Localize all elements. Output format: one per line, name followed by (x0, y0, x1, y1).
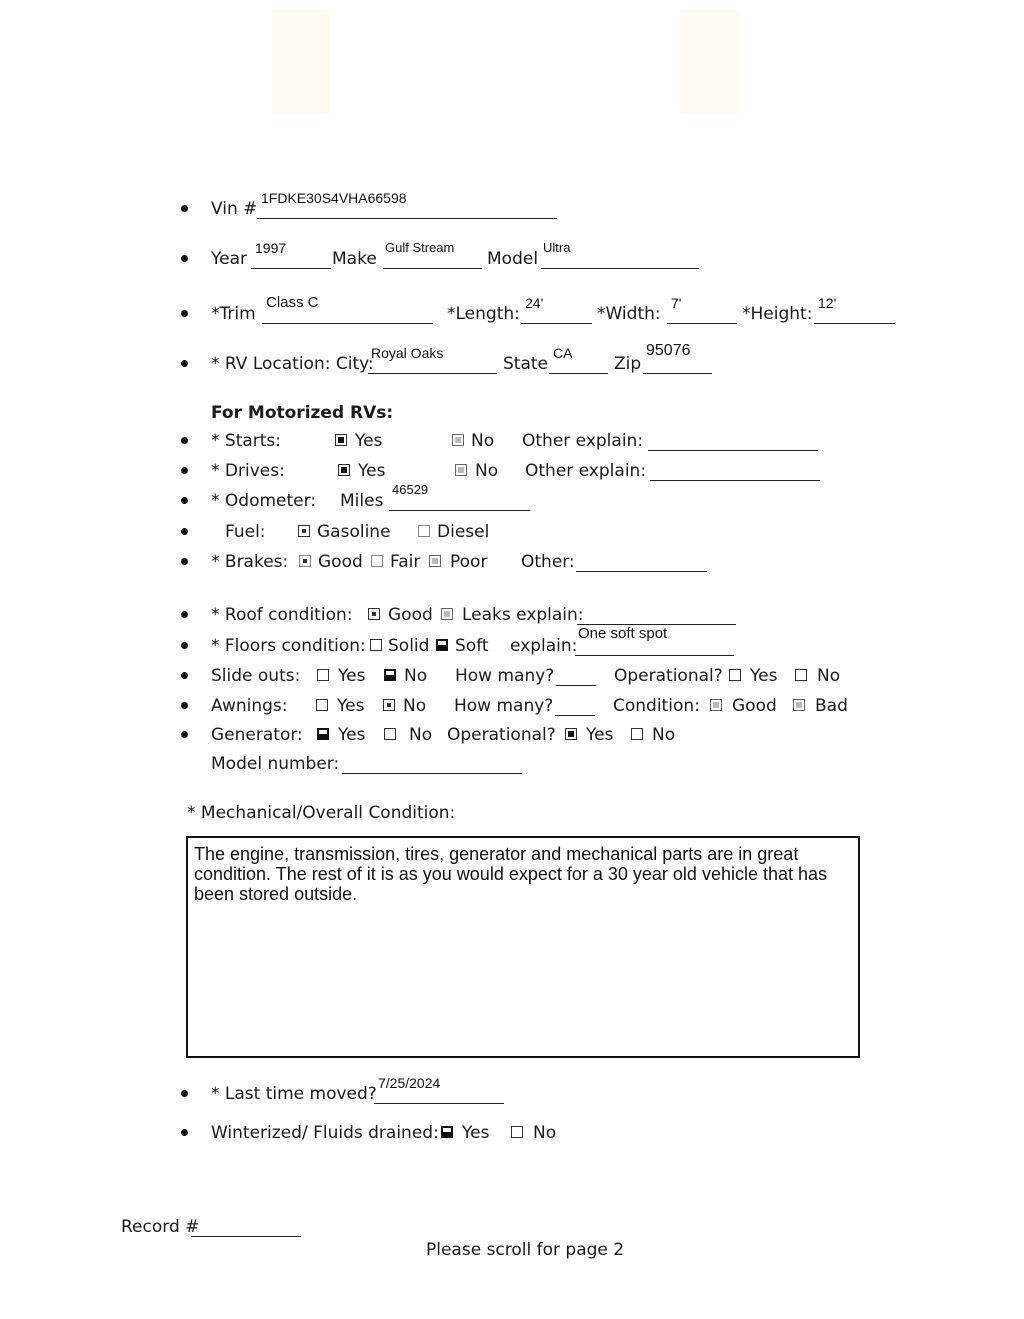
bullet (181, 642, 188, 649)
awnings-yes-checkbox[interactable] (316, 699, 328, 711)
record-field[interactable] (191, 1218, 301, 1237)
fuel-diesel-label: Diesel (437, 522, 490, 542)
floors-explain-label: explain: (510, 636, 578, 656)
slideouts-label: Slide outs: (211, 666, 301, 686)
odometer-label: * Odometer: (211, 491, 317, 511)
roof-label: * Roof condition: (211, 605, 353, 625)
winterized-no-checkbox[interactable] (511, 1126, 523, 1138)
winterized-yes-label: Yes (462, 1123, 490, 1143)
last-moved-field[interactable] (374, 1075, 504, 1104)
mechanical-condition-textbox[interactable]: The engine, transmission, tires, generator and mechanical parts are in great condition. The rest of it is as you would expect for a 30 year old vehicle that has been stored outside. (186, 836, 860, 1058)
awnings-how-many-field[interactable] (555, 697, 595, 716)
awnings-condition-label: Condition: (613, 696, 700, 716)
year-label: Year (211, 249, 247, 269)
generator-model-label: Model number: (211, 754, 340, 774)
slideouts-op-no-label: No (817, 666, 841, 686)
vin-value: 1FDKE30S4VHA66598 (261, 190, 407, 206)
awnings-good-checkbox[interactable] (710, 699, 722, 711)
generator-no-checkbox[interactable] (384, 728, 396, 740)
brakes-good-checkbox[interactable] (299, 555, 311, 567)
make-field[interactable] (383, 240, 482, 269)
floors-soft-checkbox[interactable] (436, 639, 448, 651)
vin-label: Vin # (211, 199, 258, 219)
make-label: Make (332, 249, 377, 269)
fuel-label: Fuel: (225, 522, 266, 542)
drives-no-checkbox[interactable] (455, 464, 467, 476)
awnings-no-checkbox[interactable] (383, 699, 395, 711)
miles-field[interactable] (389, 482, 530, 511)
slideouts-operational-label: Operational? (614, 666, 723, 686)
brakes-poor-checkbox[interactable] (429, 555, 441, 567)
roof-good-checkbox[interactable] (368, 608, 380, 620)
brakes-poor-label: Poor (450, 552, 488, 572)
width-value: 7' (671, 295, 682, 311)
zip-field[interactable] (643, 342, 712, 374)
bullet (181, 497, 188, 504)
bullet (181, 1129, 188, 1136)
model-label: Model (487, 249, 539, 269)
fuel-diesel-checkbox[interactable] (418, 525, 430, 537)
miles-value: 46529 (392, 482, 429, 497)
generator-op-yes-checkbox[interactable] (565, 728, 577, 740)
generator-yes-label: Yes (338, 725, 366, 745)
floors-explain-value: One soft spot (578, 625, 668, 642)
city-label: * RV Location: City: (211, 354, 374, 374)
starts-yes-checkbox[interactable] (335, 434, 347, 446)
starts-no-label: No (471, 431, 495, 451)
awnings-bad-label: Bad (815, 696, 848, 716)
trim-value: Class C (266, 294, 319, 311)
motorized-heading: For Motorized RVs: (211, 403, 394, 423)
height-value: 12' (818, 295, 837, 311)
bullet (181, 611, 188, 618)
record-label: Record # (121, 1217, 200, 1237)
length-label: *Length: (447, 304, 520, 324)
generator-model-field[interactable] (342, 755, 522, 774)
starts-other-field[interactable] (648, 432, 818, 451)
winterized-yes-checkbox[interactable] (441, 1126, 453, 1138)
generator-op-no-checkbox[interactable] (631, 728, 643, 740)
drives-other-label: Other explain: (525, 461, 647, 481)
bullet (181, 467, 188, 474)
starts-other-label: Other explain: (522, 431, 644, 451)
winterized-no-label: No (533, 1123, 557, 1143)
awnings-how-many-label: How many? (454, 696, 554, 716)
bullet (181, 360, 188, 367)
drives-yes-label: Yes (358, 461, 386, 481)
city-value: Royal Oaks (371, 345, 444, 361)
generator-no-label: No (409, 725, 433, 745)
floors-explain-field[interactable] (575, 625, 734, 656)
starts-label: * Starts: (211, 431, 282, 451)
floors-solid-label: Solid (388, 636, 430, 656)
last-moved-value: 7/25/2024 (378, 1075, 441, 1091)
generator-yes-checkbox[interactable] (317, 728, 329, 740)
bullet (181, 731, 188, 738)
year-value: 1997 (255, 240, 287, 256)
brakes-label: * Brakes: (211, 552, 289, 572)
awnings-no-label: No (403, 696, 427, 716)
awnings-bad-checkbox[interactable] (793, 699, 805, 711)
brakes-fair-checkbox[interactable] (371, 555, 383, 567)
generator-op-no-label: No (652, 725, 676, 745)
brakes-fair-label: Fair (390, 552, 421, 572)
drives-label: * Drives: (211, 461, 285, 481)
fuel-gasoline-label: Gasoline (317, 522, 391, 542)
state-label: State (503, 354, 548, 374)
slideouts-how-many-label: How many? (455, 666, 555, 686)
floors-label: * Floors condition: (211, 636, 366, 656)
winterized-label: Winterized/ Fluids drained: (211, 1123, 439, 1143)
slideouts-no-label: No (404, 666, 428, 686)
bullet (181, 702, 188, 709)
bullet (181, 558, 188, 565)
floors-soft-label: Soft (455, 636, 489, 656)
footer-text: Please scroll for page 2 (426, 1240, 625, 1260)
brakes-good-label: Good (318, 552, 363, 572)
roof-good-label: Good (388, 605, 433, 625)
trim-field[interactable] (262, 294, 433, 324)
slideouts-yes-label: Yes (338, 666, 366, 686)
model-field[interactable] (541, 240, 699, 269)
width-field[interactable] (667, 295, 737, 324)
roof-leaks-label: Leaks explain: (462, 605, 584, 625)
year-field[interactable] (251, 240, 331, 269)
awnings-good-label: Good (732, 696, 777, 716)
roof-leaks-checkbox[interactable] (441, 608, 453, 620)
zip-label: Zip (614, 354, 642, 374)
slideouts-op-no-checkbox[interactable] (795, 669, 807, 681)
slideouts-yes-checkbox[interactable] (317, 669, 329, 681)
mechanical-label: * Mechanical/Overall Condition: (187, 803, 456, 823)
model-value: Ultra (543, 240, 571, 255)
state-value: CA (553, 345, 573, 361)
length-field[interactable] (521, 295, 592, 324)
starts-yes-label: Yes (355, 431, 383, 451)
slideouts-op-yes-checkbox[interactable] (729, 669, 741, 681)
drives-other-field[interactable] (650, 462, 820, 481)
faint-header-mark-right (680, 10, 738, 114)
drives-no-label: No (475, 461, 499, 481)
starts-no-checkbox[interactable] (452, 434, 464, 446)
vin-field[interactable] (257, 190, 557, 219)
zip-value: 95076 (646, 342, 691, 359)
generator-label: Generator: (211, 725, 303, 745)
last-moved-label: * Last time moved? (211, 1084, 377, 1104)
faint-header-mark-left (272, 10, 330, 114)
generator-op-yes-label: Yes (586, 725, 614, 745)
bullet (181, 255, 188, 262)
fuel-gasoline-checkbox[interactable] (298, 525, 310, 537)
miles-label: Miles (340, 491, 384, 511)
brakes-other-field[interactable] (576, 553, 707, 572)
state-field[interactable] (549, 345, 608, 374)
height-field[interactable] (814, 295, 895, 324)
awnings-label: Awnings: (211, 696, 288, 716)
slideouts-how-many-field[interactable] (556, 667, 596, 686)
trim-label: *Trim (211, 304, 256, 324)
roof-leaks-field[interactable] (577, 606, 736, 625)
awnings-yes-label: Yes (337, 696, 365, 716)
brakes-other-label: Other: (521, 552, 575, 572)
drives-yes-checkbox[interactable] (338, 464, 350, 476)
bullet (181, 528, 188, 535)
generator-operational-label: Operational? (447, 725, 556, 745)
length-value: 24' (525, 295, 544, 311)
make-value: Gulf Stream (385, 240, 455, 255)
slideouts-op-yes-label: Yes (750, 666, 778, 686)
bullet (181, 437, 188, 444)
bullet (181, 205, 188, 212)
city-field[interactable] (368, 345, 497, 374)
bullet (181, 1090, 188, 1097)
floors-solid-checkbox[interactable] (370, 639, 382, 651)
bullet (181, 310, 188, 317)
height-label: *Height: (742, 304, 813, 324)
slideouts-no-checkbox[interactable] (384, 669, 396, 681)
bullet (181, 672, 188, 679)
width-label: *Width: (597, 304, 661, 324)
